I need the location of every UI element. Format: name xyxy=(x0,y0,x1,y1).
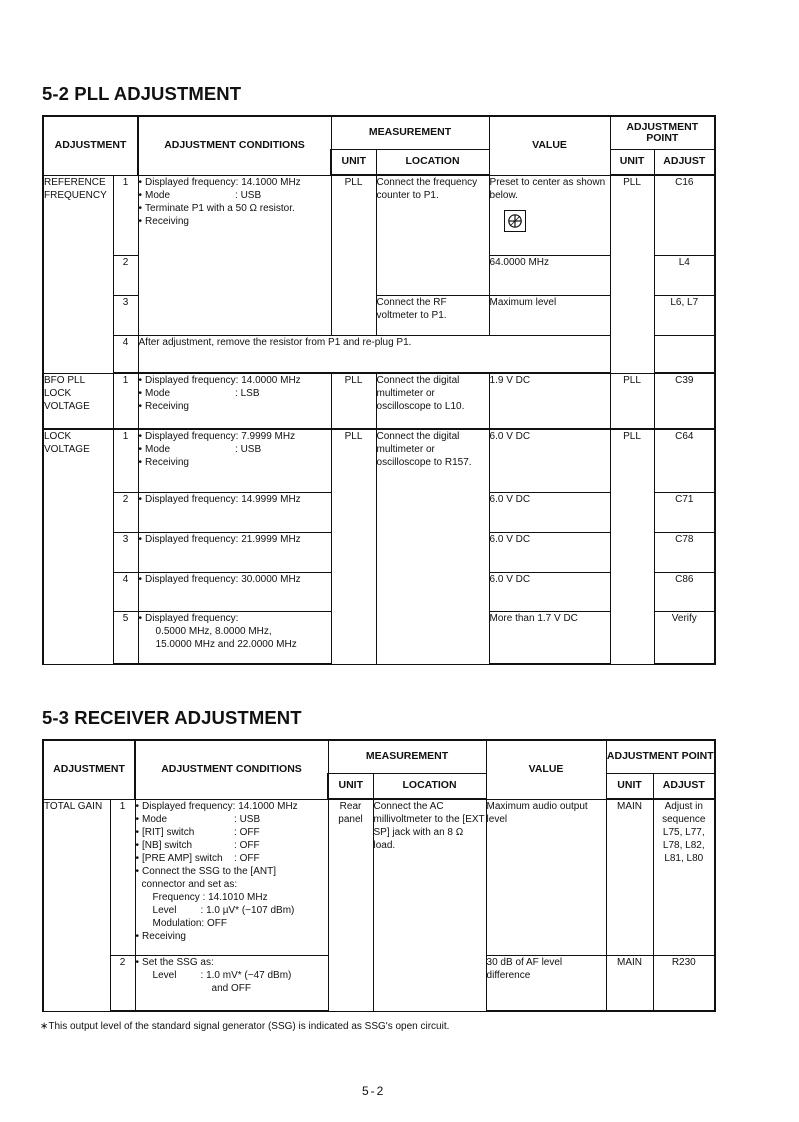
adjustment-conditions xyxy=(135,955,328,1011)
value-text: 6.0 V DC xyxy=(489,492,610,532)
value-text: 30 dB of AF level difference xyxy=(486,955,606,1011)
condition-item: • Receiving xyxy=(136,930,328,943)
adjustment-unit: MAIN xyxy=(606,799,653,955)
adjust-point: L4 xyxy=(654,255,715,295)
value-cell xyxy=(489,175,610,255)
step-number: 4 xyxy=(113,335,138,373)
adjustment-conditions xyxy=(135,799,328,955)
header-measurement-unit: UNIT xyxy=(328,773,373,799)
condition-item: • Mode : USB xyxy=(139,443,331,456)
value-text: Maximum audio output level xyxy=(486,799,606,955)
condition-item: connector and set as: xyxy=(141,878,238,890)
adjustment-name: LOCK VOLTAGE xyxy=(43,429,113,664)
measurement-unit: PLL xyxy=(331,373,376,429)
adjust-point: Adjust in sequence L75, L77, L78, L82, L81, L80 xyxy=(653,799,715,955)
adjust-point: C71 xyxy=(654,492,715,532)
adjust-point: L6, L7 xyxy=(654,295,715,335)
adjustment-unit: MAIN xyxy=(606,955,653,1011)
pll-adjustment-table xyxy=(42,115,716,665)
condition-item: • Connect the SSG to the [ANT] xyxy=(136,865,328,878)
condition-item: Level : 1.0 mV* (−47 dBm) xyxy=(152,969,292,981)
header-adjustment-conditions: ADJUSTMENT CONDITIONS xyxy=(135,740,328,799)
condition-item: 0.5000 MHz, 8.0000 MHz, xyxy=(155,625,272,637)
adjustment-name: REFERENCE FREQUENCY xyxy=(43,175,113,373)
condition-item: • Displayed frequency: xyxy=(139,612,331,625)
header-adjustment-point: ADJUSTMENT POINT xyxy=(606,740,715,773)
condition-item: Level : 1.0 µV* (−107 dBm) xyxy=(152,904,295,916)
adjustment-name: BFO PLL LOCK VOLTAGE xyxy=(43,373,113,429)
value-text: Maximum level xyxy=(489,295,610,335)
header-measurement: MEASUREMENT xyxy=(331,116,489,149)
measurement-location: Connect the RF voltmeter to P1. xyxy=(376,295,489,335)
adjustment-unit: PLL xyxy=(610,429,654,664)
value-text: 6.0 V DC xyxy=(489,429,610,492)
adjust-point: C16 xyxy=(654,175,715,255)
measurement-unit: Rear panel xyxy=(328,799,373,1011)
header-location: LOCATION xyxy=(376,149,489,175)
condition-item: • Receiving xyxy=(139,215,331,228)
condition-item: • Receiving xyxy=(139,456,331,469)
condition-item: • Displayed frequency: 14.0000 MHz xyxy=(139,374,331,387)
adjustment-conditions xyxy=(138,373,331,429)
header-adjustment-point: ADJUSTMENT POINT xyxy=(610,116,715,149)
adjust-point: C86 xyxy=(654,572,715,611)
step-number: 1 xyxy=(113,373,138,429)
condition-item: • Displayed frequency: 14.1000 MHz xyxy=(136,800,328,813)
condition-item: • Displayed frequency: 7.9999 MHz xyxy=(139,430,331,443)
table-row xyxy=(43,799,715,955)
value-text: More than 1.7 V DC xyxy=(489,611,610,664)
header-adjustment-unit: UNIT xyxy=(610,149,654,175)
header-value: VALUE xyxy=(486,740,606,799)
header-adjust: ADJUST xyxy=(653,773,715,799)
step-number: 2 xyxy=(113,492,138,532)
condition-item: 15.0000 MHz and 22.0000 MHz xyxy=(155,638,297,650)
header-value: VALUE xyxy=(489,116,610,175)
table-row xyxy=(43,373,715,429)
condition-item: • [PRE AMP] switch : OFF xyxy=(136,852,328,865)
condition-item: and OFF xyxy=(211,982,251,994)
header-adjust: ADJUST xyxy=(654,149,715,175)
step-number: 2 xyxy=(110,955,135,1011)
condition-item: • [RIT] switch : OFF xyxy=(136,826,328,839)
adjustment-conditions xyxy=(138,175,331,335)
step-number: 3 xyxy=(113,532,138,572)
adjust-point: R230 xyxy=(653,955,715,1011)
header-adjustment: ADJUSTMENT xyxy=(43,740,135,799)
measurement-unit: PLL xyxy=(331,429,376,664)
header-measurement: MEASUREMENT xyxy=(328,740,486,773)
condition-item: • Receiving xyxy=(139,400,331,413)
adjustment-name: TOTAL GAIN xyxy=(43,799,110,1011)
measurement-location: Connect the digital multimeter or oscilloscope to L10. xyxy=(376,373,489,429)
step-number: 5 xyxy=(113,611,138,664)
value-text: 1.9 V DC xyxy=(489,373,610,429)
section-title-pll-adjustment: 5-2 PLL ADJUSTMENT xyxy=(42,83,242,104)
step-number: 4 xyxy=(113,572,138,611)
adjust-point: C64 xyxy=(654,429,715,492)
adjust-point: Verify xyxy=(654,611,715,664)
condition-item: • Terminate P1 with a 50 Ω resistor. xyxy=(139,202,331,215)
step-number: 1 xyxy=(113,429,138,492)
condition-item: Modulation: OFF xyxy=(152,917,227,929)
table-row xyxy=(43,429,715,492)
condition-item: Frequency : 14.1010 MHz xyxy=(152,891,268,903)
footnote: ∗This output level of the standard signal generator (SSG) is indicated as SSG's open circuit. xyxy=(40,1021,450,1032)
condition-item: • Displayed frequency: 14.9999 MHz xyxy=(139,493,331,506)
value-text: 6.0 V DC xyxy=(489,532,610,572)
receiver-adjustment-table xyxy=(42,739,716,1012)
adjustment-conditions xyxy=(138,532,331,572)
header-adjustment-conditions: ADJUSTMENT CONDITIONS xyxy=(138,116,331,175)
adjust-point: C39 xyxy=(654,373,715,429)
measurement-location: Connect the AC millivoltmeter to the [EXT SP] jack with an 8 Ω load. xyxy=(373,799,486,1011)
adjustment-unit: PLL xyxy=(610,175,654,373)
value-text: Preset to center as shown below. xyxy=(489,176,606,201)
header-measurement-unit: UNIT xyxy=(331,149,376,175)
value-text: 6.0 V DC xyxy=(489,572,610,611)
adjustment-conditions xyxy=(138,492,331,532)
condition-item: • [NB] switch : OFF xyxy=(136,839,328,852)
step-number: 2 xyxy=(113,255,138,295)
condition-item: • Set the SSG as: xyxy=(136,956,328,969)
condition-item: • Displayed frequency: 30.0000 MHz xyxy=(139,573,331,586)
header-adjustment: ADJUSTMENT xyxy=(43,116,138,175)
adjust-point: C78 xyxy=(654,532,715,572)
empty-cell xyxy=(654,335,715,373)
condition-item: • Mode : LSB xyxy=(139,387,331,400)
condition-item: • Displayed frequency: 14.1000 MHz xyxy=(139,176,331,189)
measurement-unit: PLL xyxy=(331,175,376,335)
adjustment-conditions xyxy=(138,611,331,664)
condition-item: • Mode : USB xyxy=(139,189,331,202)
measurement-location: Connect the frequency counter to P1. xyxy=(376,175,489,295)
adjustment-conditions xyxy=(138,572,331,611)
step-number: 1 xyxy=(113,175,138,255)
adjustment-conditions xyxy=(138,429,331,492)
adjustment-unit: PLL xyxy=(610,373,654,429)
step-number: 1 xyxy=(110,799,135,955)
header-adjustment-unit: UNIT xyxy=(606,773,653,799)
trimmer-capacitor-icon xyxy=(504,210,526,232)
value-text: 64.0000 MHz xyxy=(489,255,610,295)
condition-item: • Mode : USB xyxy=(136,813,328,826)
table-row xyxy=(43,175,715,255)
condition-item: • Displayed frequency: 21.9999 MHz xyxy=(139,533,331,546)
header-location: LOCATION xyxy=(373,773,486,799)
step-number: 3 xyxy=(113,295,138,335)
section-title-receiver-adjustment: 5-3 RECEIVER ADJUSTMENT xyxy=(42,707,302,728)
page-number: 5-2 xyxy=(362,1084,386,1098)
measurement-location: Connect the digital multimeter or oscilloscope to R157. xyxy=(376,429,489,664)
adjustment-note: After adjustment, remove the resistor from P1 and re-plug P1. xyxy=(138,335,610,373)
